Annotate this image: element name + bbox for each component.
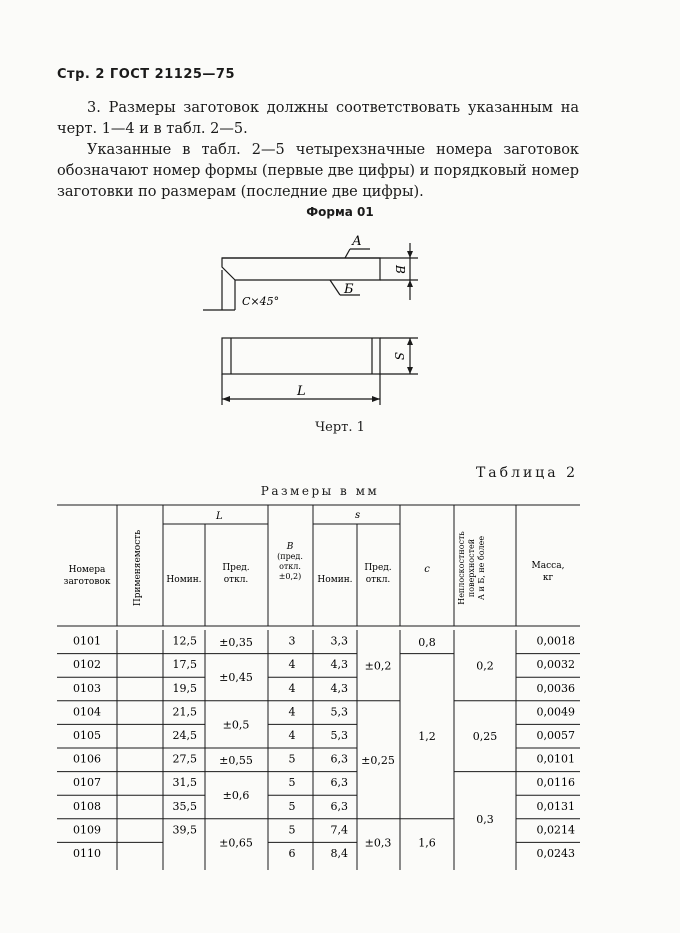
row-B: 5 — [288, 776, 296, 790]
label-B: B — [393, 265, 407, 274]
paragraph-2: Указанные в табл. 2—5 четырехзначные номера заготовок обозначают номер формы (первые две цифры) и порядковый номер заготовки по размерам (последние две цифры). — [57, 142, 579, 200]
row-L-nom: 12,5 — [172, 634, 197, 648]
row-flatness: 0,25 — [472, 730, 498, 744]
row-B: 4 — [288, 705, 296, 719]
row-s-dev: ±0,25 — [361, 753, 395, 767]
paragraph-1: 3. Размеры заготовок должны соответствовать указанным на черт. 1—4 и в табл. 2—5. — [57, 100, 579, 137]
row-number: 0104 — [73, 705, 101, 719]
hdr-B-4: ±0,2) — [278, 572, 302, 581]
paragraphs — [57, 98, 579, 203]
row-s-dev: ±0,3 — [364, 836, 392, 850]
row-flatness: 0,3 — [476, 812, 494, 826]
row-L-dev: ±0,65 — [219, 836, 253, 850]
table-units: Размеры в мм — [260, 484, 380, 498]
row-L-nom: 21,5 — [172, 705, 197, 719]
row-number: 0102 — [73, 658, 101, 672]
row-number: 0103 — [73, 681, 101, 695]
row-mass: 0,0057 — [536, 729, 575, 743]
hdr-s: s — [355, 510, 361, 521]
label-b: Б — [344, 282, 354, 297]
hdr-c: c — [424, 564, 430, 575]
row-c: 0,8 — [418, 635, 436, 649]
row-mass: 0,0131 — [536, 799, 575, 813]
row-number: 0101 — [73, 634, 101, 648]
hdr-mass-2: кг — [542, 573, 554, 583]
row-number: 0110 — [73, 847, 101, 861]
row-B: 4 — [288, 729, 296, 743]
hdr-flat-3: А и Б, не более — [477, 535, 486, 601]
row-mass: 0,0018 — [536, 634, 575, 648]
row-B: 5 — [288, 752, 296, 766]
row-mass: 0,0032 — [536, 658, 575, 672]
row-B: 5 — [288, 823, 296, 837]
row-s-nom: 6,3 — [330, 799, 348, 813]
row-mass: 0,0214 — [536, 823, 575, 837]
row-number: 0109 — [73, 823, 101, 837]
row-L-nom: 35,5 — [172, 799, 197, 813]
row-s-nom: 6,3 — [330, 752, 348, 766]
hdr-L-dev-2: откл. — [223, 575, 249, 585]
label-L: L — [297, 384, 306, 399]
hdr-flat-1: Неплоскостность — [457, 531, 466, 605]
row-s-nom: 7,4 — [330, 823, 348, 837]
row-s-nom: 5,3 — [330, 705, 348, 719]
hdr-B-1: B — [286, 542, 294, 552]
row-L-dev: ±0,6 — [222, 789, 250, 803]
row-L-nom: 19,5 — [172, 681, 197, 695]
row-B: 5 — [288, 799, 296, 813]
hdr-L-nom: Номин. — [166, 575, 202, 585]
row-B: 4 — [288, 658, 296, 672]
row-flatness: 0,2 — [476, 659, 494, 673]
row-L-nom: 24,5 — [172, 729, 197, 743]
row-number: 0105 — [73, 729, 101, 743]
row-s-nom: 6,3 — [330, 776, 348, 790]
row-L-dev: ±0,5 — [222, 718, 250, 732]
row-c: 1,6 — [418, 836, 436, 850]
hdr-applicability: Применяемость — [133, 529, 143, 607]
row-s-dev: ±0,2 — [364, 659, 392, 673]
row-mass: 0,0243 — [536, 847, 575, 861]
label-chamfer: C×45° — [242, 295, 280, 308]
row-L-nom: 17,5 — [172, 658, 197, 672]
row-mass: 0,0116 — [536, 776, 575, 790]
hdr-number-2: заготовок — [63, 577, 111, 587]
label-S: S — [392, 352, 406, 361]
hdr-flat-2: поверхностей — [467, 538, 476, 598]
row-s-nom: 4,3 — [330, 658, 348, 672]
row-B: 4 — [288, 681, 296, 695]
row-L-nom: 39,5 — [172, 823, 197, 837]
row-s-nom: 8,4 — [330, 847, 348, 861]
row-c: 1,2 — [418, 730, 436, 744]
row-number: 0107 — [73, 776, 101, 790]
table-2 — [0, 500, 680, 880]
row-s-nom: 3,3 — [330, 634, 348, 648]
row-L-dev: ±0,55 — [219, 753, 253, 767]
row-L-dev: ±0,45 — [219, 671, 253, 685]
hdr-number-1: Номера — [68, 565, 106, 575]
row-B: 6 — [288, 847, 296, 861]
hdr-L: L — [216, 511, 223, 522]
hdr-B-3: откл. — [279, 562, 301, 571]
table-title: Таблица 2 — [475, 465, 578, 481]
row-s-nom: 4,3 — [330, 681, 348, 695]
row-mass: 0,0036 — [536, 681, 575, 695]
hdr-mass-1: Масса, — [531, 561, 565, 571]
figure-caption: Черт. 1 — [315, 420, 365, 435]
hdr-s-dev-1: Пред. — [364, 563, 392, 573]
row-mass: 0,0049 — [536, 705, 575, 719]
page-header: Стр. 2 ГОСТ 21125—75 — [57, 67, 236, 82]
row-mass: 0,0101 — [536, 752, 575, 766]
hdr-B-2: (пред. — [277, 552, 303, 561]
row-L-dev: ±0,35 — [219, 635, 253, 649]
row-L-nom: 27,5 — [172, 752, 197, 766]
figure-title: Форма 01 — [306, 205, 374, 219]
row-number: 0108 — [73, 799, 101, 813]
hdr-L-dev-1: Пред. — [222, 563, 250, 573]
row-s-nom: 5,3 — [330, 729, 348, 743]
row-number: 0106 — [73, 752, 101, 766]
label-a: А — [352, 234, 362, 249]
row-L-nom: 31,5 — [172, 776, 197, 790]
hdr-s-dev-2: откл. — [365, 575, 391, 585]
row-B: 3 — [288, 634, 296, 648]
drawing-1 — [0, 225, 680, 415]
hdr-s-nom: Номин. — [317, 575, 353, 585]
